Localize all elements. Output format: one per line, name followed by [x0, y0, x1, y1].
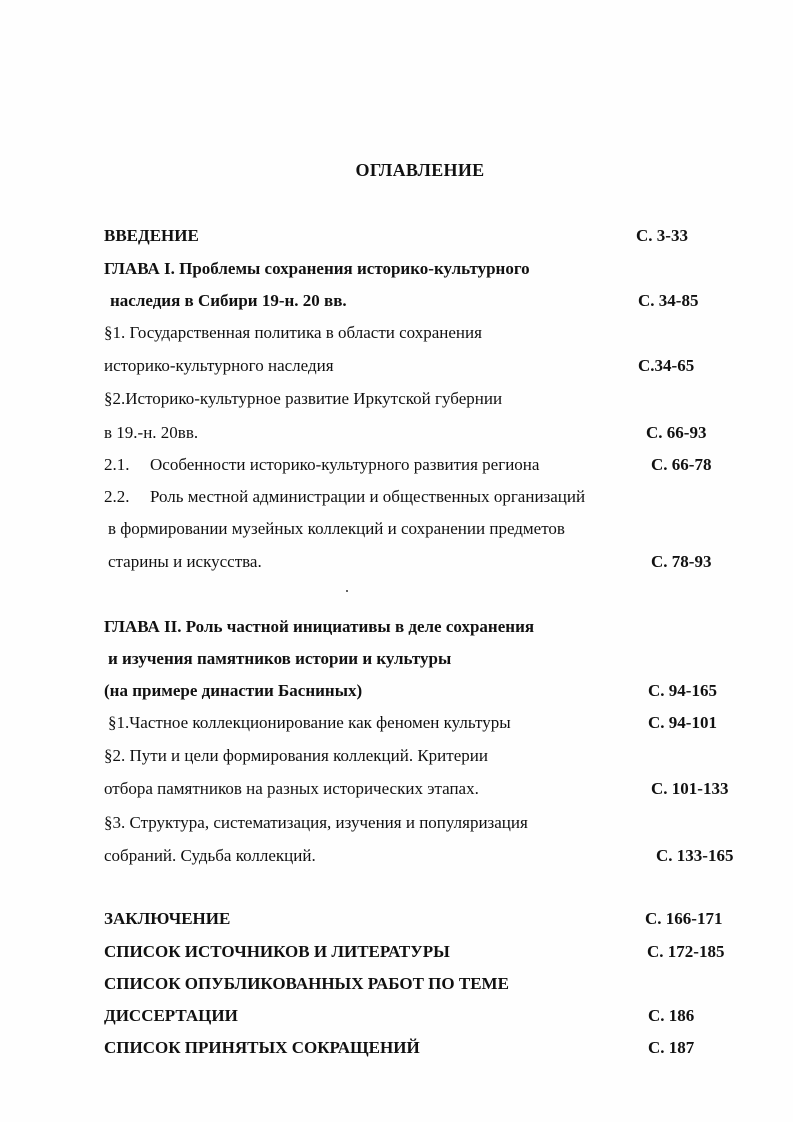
- toc-subsection-2-2-line3: старины и искусства.: [108, 552, 262, 571]
- toc-sources-page: С. 172-185: [647, 942, 725, 961]
- toc-section1-2-page: С. 66-93: [646, 423, 707, 442]
- toc-section2-1-page: С. 94-101: [648, 713, 717, 732]
- toc-subsection-2-2-page: С. 78-93: [651, 552, 712, 571]
- toc-section2-3-page: С. 133-165: [656, 846, 734, 865]
- toc-section2-3-line1: §3. Структура, систематизация, изучения и популяризация: [104, 813, 528, 832]
- toc-chapter1-page: С. 34-85: [638, 291, 699, 310]
- toc-chapter2-page: С. 94-165: [648, 681, 717, 700]
- toc-section2-2-line1: §2. Пути и цели формирования коллекций. Критерии: [104, 746, 488, 765]
- stray-dot: [346, 590, 348, 592]
- toc-chapter2-line2: и изучения памятников истории и культуры: [108, 649, 452, 668]
- toc-chapter1-line1: ГЛАВА I. Проблемы сохранения историко-культурного: [104, 259, 530, 278]
- toc-sources-label: СПИСОК ИСТОЧНИКОВ И ЛИТЕРАТУРЫ: [104, 942, 450, 961]
- toc-section1-1-line2: историко-культурного наследия: [104, 356, 334, 375]
- toc-subsection-2-1-page: С. 66-78: [651, 455, 712, 474]
- toc-chapter2-line3: (на примере династии Басниных): [104, 681, 363, 700]
- toc-section1-2-line2: в 19.-н. 20вв.: [104, 423, 199, 442]
- toc-section1-2-line1: §2.Историко-культурное развитие Иркутской губернии: [104, 389, 503, 408]
- toc-publications-line1: СПИСОК ОПУБЛИКОВАННЫХ РАБОТ ПО ТЕМЕ: [104, 974, 509, 993]
- toc-intro-label: ВВЕДЕНИЕ: [104, 226, 199, 245]
- toc-publications-line2: ДИССЕРТАЦИИ: [104, 1006, 238, 1025]
- toc-section1-1-line1: §1. Государственная политика в области сохранения: [104, 323, 482, 342]
- toc-section1-1-page: С.34-65: [638, 356, 695, 375]
- toc-abbreviations-label: СПИСОК ПРИНЯТЫХ СОКРАЩЕНИЙ: [104, 1038, 420, 1057]
- toc-subsection-2-2-line1: Роль местной администрации и общественных организаций: [150, 487, 586, 506]
- toc-chapter1-line2: наследия в Сибири 19-н. 20 вв.: [110, 291, 347, 310]
- toc-section2-2-line2: отбора памятников на разных исторических этапах.: [104, 779, 479, 798]
- toc-section2-3-line2: собраний. Судьба коллекций.: [104, 846, 316, 865]
- toc-conclusion-page: С. 166-171: [645, 909, 723, 928]
- toc-section2-2-page: С. 101-133: [651, 779, 729, 798]
- toc-abbreviations-page: С. 187: [648, 1038, 695, 1057]
- toc-publications-page: С. 186: [648, 1006, 695, 1025]
- page-title: ОГЛАВЛЕНИЕ: [355, 160, 485, 180]
- toc-intro-page: С. 3-33: [636, 226, 688, 245]
- toc-conclusion-label: ЗАКЛЮЧЕНИЕ: [104, 909, 231, 928]
- toc-subsection-2-2-line2: в формировании музейных коллекций и сохранении предметов: [108, 519, 565, 538]
- toc-chapter2-line1: ГЛАВА II. Роль частной инициативы в деле сохранения: [104, 617, 535, 636]
- toc-section2-1-text: §1.Частное коллекционирование как феномен культуры: [108, 713, 511, 732]
- toc-subsection-2-2-number: 2.2.: [104, 487, 130, 506]
- toc-subsection-2-1-text: Особенности историко-культурного развития региона: [150, 455, 540, 474]
- toc-subsection-2-1-number: 2.1.: [104, 455, 130, 474]
